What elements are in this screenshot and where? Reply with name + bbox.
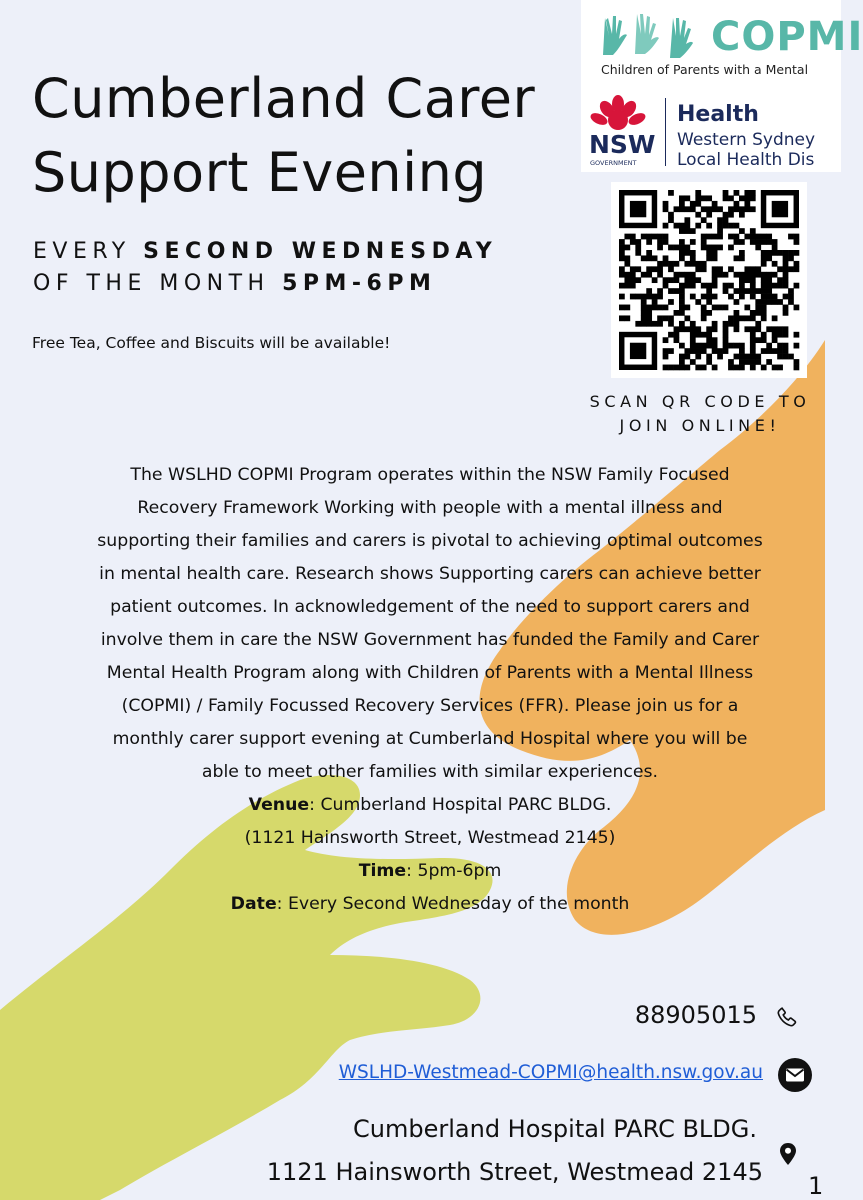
venue-address: (1121 Hainsworth Street, Westmead 2145) [244, 828, 616, 848]
copmi-tagline: Children of Parents with a Mental [601, 62, 809, 77]
email-icon [777, 1057, 813, 1093]
date-line [96, 888, 764, 921]
schedule-of-month: OF THE MONTH [33, 271, 283, 296]
email-link[interactable]: WSLHD-Westmead-COPMI@health.nsw.gov.au [338, 1062, 763, 1083]
venue-value: : Cumberland Hospital PARC BLDG. [309, 795, 612, 815]
qr-caption-line-1: SCAN QR CODE TO [589, 392, 811, 411]
phone-icon [776, 1006, 798, 1028]
schedule-line-1 [33, 239, 497, 264]
district-line-1: Western Sydney [677, 130, 816, 150]
venue-label: Venue [248, 795, 310, 815]
time-label: Time [358, 861, 407, 881]
health-word: Health [677, 102, 759, 127]
date-value: : Every Second Wednesday of the month [276, 894, 630, 914]
title-line-2: Support Evening [32, 141, 488, 204]
district-line-2: Local Health Dis [677, 150, 815, 170]
qr-code-image [611, 182, 807, 378]
page-title [32, 62, 535, 210]
page-number: 1 [808, 1172, 824, 1200]
refreshments-note: Free Tea, Coffee and Biscuits will be available! [32, 334, 391, 352]
address-line-1: Cumberland Hospital PARC BLDG. [353, 1115, 757, 1143]
qr-caption-line-2: JOIN ONLINE! [619, 416, 781, 435]
schedule-every: EVERY [33, 239, 144, 264]
waratah-icon [587, 94, 649, 134]
hands-icon [597, 8, 707, 60]
schedule-day: SECOND WEDNESDAY [143, 239, 498, 264]
schedule-line-2 [33, 271, 436, 296]
location-pin-icon [778, 1142, 798, 1166]
date-label: Date [230, 894, 277, 914]
nsw-health-logo [581, 92, 841, 172]
description-paragraph: The WSLHD COPMI Program operates within the NSW Family Focused Recovery Framework Working with people with a mental illness and supporting their families and carers is pivotal to achieving optimal outcomes in mental health care. Research shows Supporting carers can achieve better patient outcomes. In acknowledgement of the need to support carers and involve them in care the NSW Government has funded the Family and Carer Mental Health Program along with Children of Parents with a Mental Illness (COPMI) / Family Focussed Recovery Services (FFR). Please join us for a monthly carer support evening at Cumberland Hospital where you will be able to meet other families with similar experiences. [97, 465, 763, 782]
nsw-word: NSW [589, 130, 656, 159]
phone-number[interactable]: 88905015 [634, 1001, 757, 1029]
copmi-logo [581, 0, 863, 92]
address-line-2: 1121 Hainsworth Street, Westmead 2145 [266, 1158, 763, 1186]
schedule-time: 5PM-6PM [282, 271, 437, 296]
qr-code[interactable] [611, 182, 807, 378]
time-line [96, 855, 764, 888]
venue-line [96, 789, 764, 822]
copmi-name: COPMI [711, 14, 863, 60]
time-value: : 5pm-6pm [406, 861, 502, 881]
nsw-government: GOVERNMENT [590, 159, 637, 167]
program-description [96, 459, 764, 921]
title-line-1: Cumberland Carer [32, 67, 536, 130]
logo-divider [665, 98, 666, 166]
